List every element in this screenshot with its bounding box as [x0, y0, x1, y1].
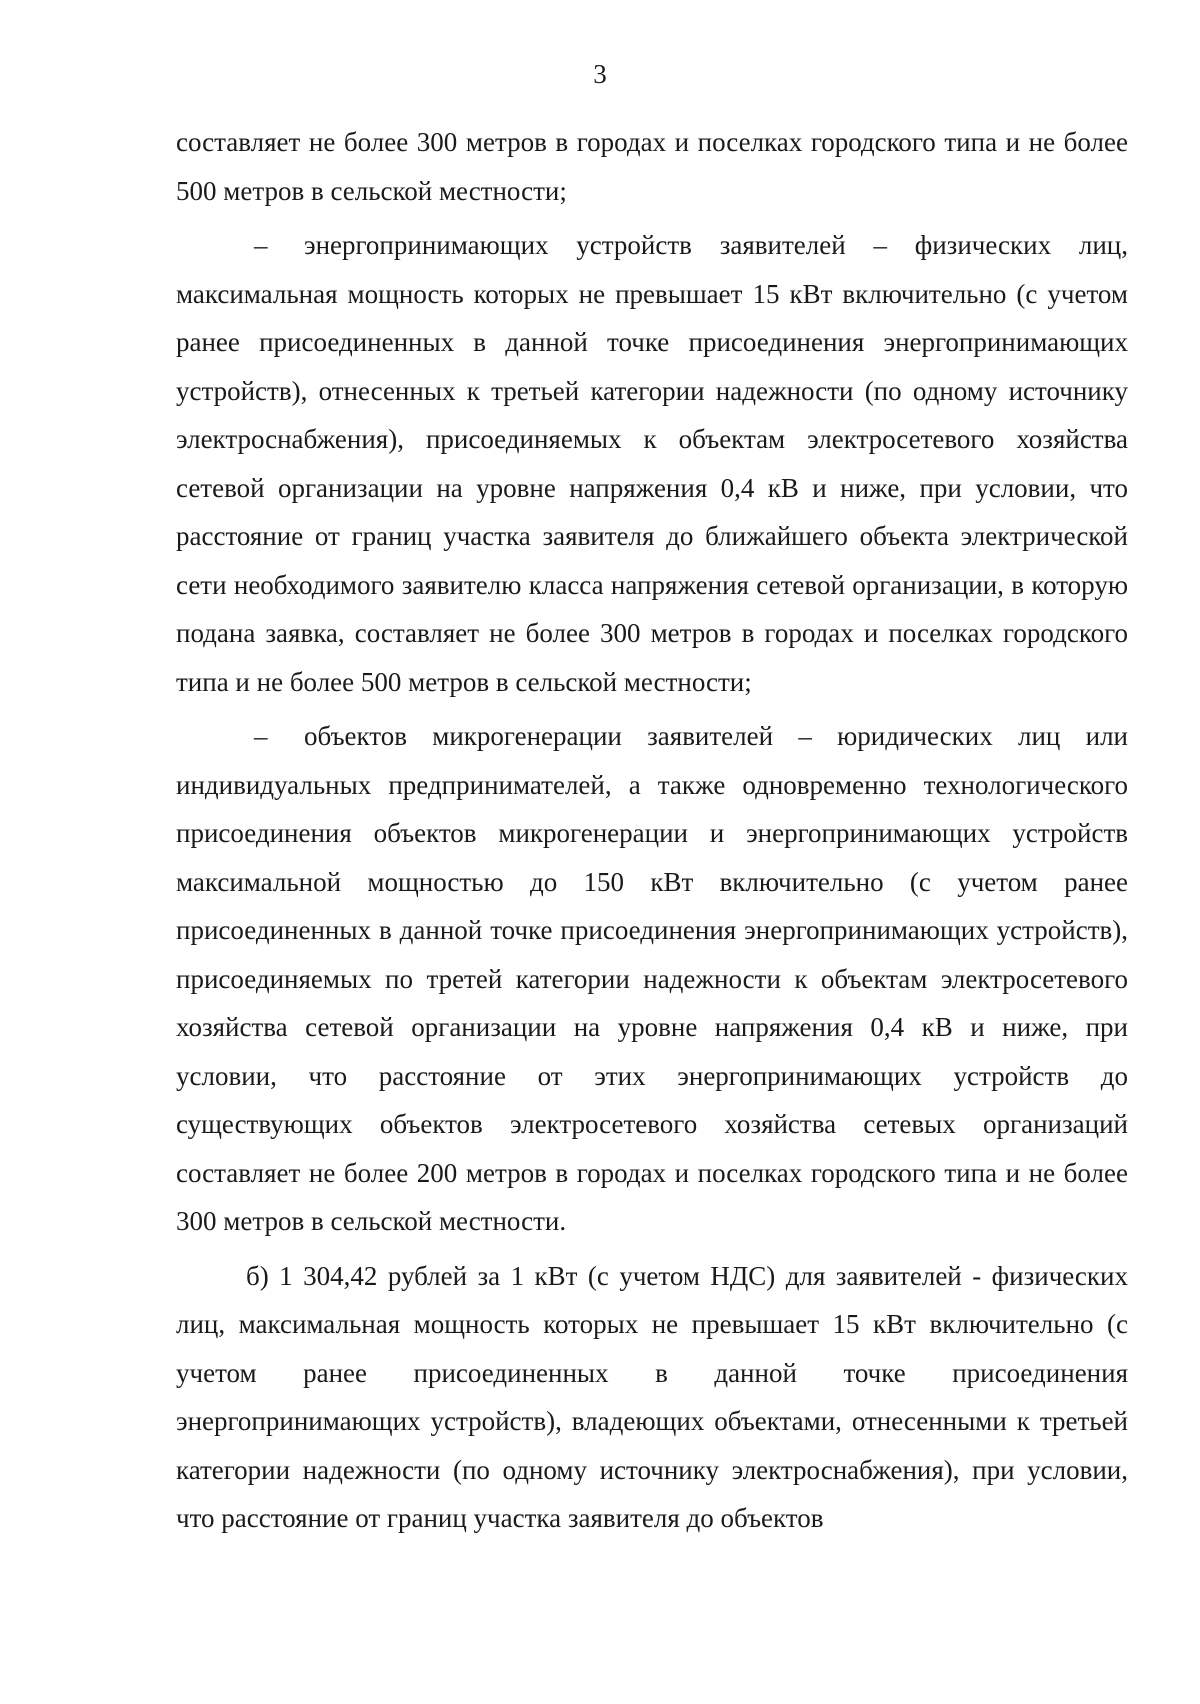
- list-dash: –: [254, 721, 268, 751]
- list-dash: –: [254, 230, 268, 260]
- paragraph-list-item-individuals: [176, 221, 1128, 706]
- paragraph-text: энергопринимающих устройств заявителей – физических лиц, максимальная мощность которых не превышает 15 кВт включительно (с учетом ранее присоединенных в данной точке присоединения энергопринимающих устройств), отнесенных к третьей категории надежности (по одному источнику электроснабжения), присоединяемых к объектам электросетевого хозяйства сетевой организации на уровне напряжения 0,4 кВ и ниже, при условии, что расстояние от границ участка заявителя до ближайшего объекта электрической сети необходимого заявителю класса напряжения сетевой организации, в которую подана заявка, составляет не более 300 метров в городах и поселках городского типа и не более 500 метров в сельской местности;: [176, 230, 1128, 697]
- paragraph-text: объектов микрогенерации заявителей – юридических лиц или индивидуальных предпринимателей, а также одновременно технологического присоединения объектов микрогенерации и энергопринимающих устройств максимальной мощностью до 150 кВт включительно (с учетом ранее присоединенных в данной точке присоединения энергопринимающих устройств), присоединяемых по третей категории надежности к объектам электросетевого хозяйства сетевой организации на уровне напряжения 0,4 кВ и ниже, при условии, что расстояние от этих энергопринимающих устройств до существующих объектов электросетевого хозяйства сетевых организаций составляет не более 200 метров в городах и поселках городского типа и не более 300 метров в сельской местности.: [176, 721, 1128, 1236]
- paragraph-item-b: б) 1 304,42 рублей за 1 кВт (с учетом НДС) для заявителей - физических лиц, максимальная мощность которых не превышает 15 кВт включительно (с учетом ранее присоединенных в данной точке присоединения энергопринимающих устройств), владеющих объектами, отнесенными к третьей категории надежности (по одному источнику электроснабжения), при условии, что расстояние от границ участка заявителя до объектов: [176, 1260, 1128, 1533]
- page-number: 3: [593, 59, 607, 89]
- document-body: [176, 118, 1128, 1543]
- paragraph-continuation: составляет не более 300 метров в городах и поселках городского типа и не более 500 метров в сельской местности;: [176, 127, 1128, 206]
- paragraph-list-item-microgeneration: [176, 712, 1128, 1246]
